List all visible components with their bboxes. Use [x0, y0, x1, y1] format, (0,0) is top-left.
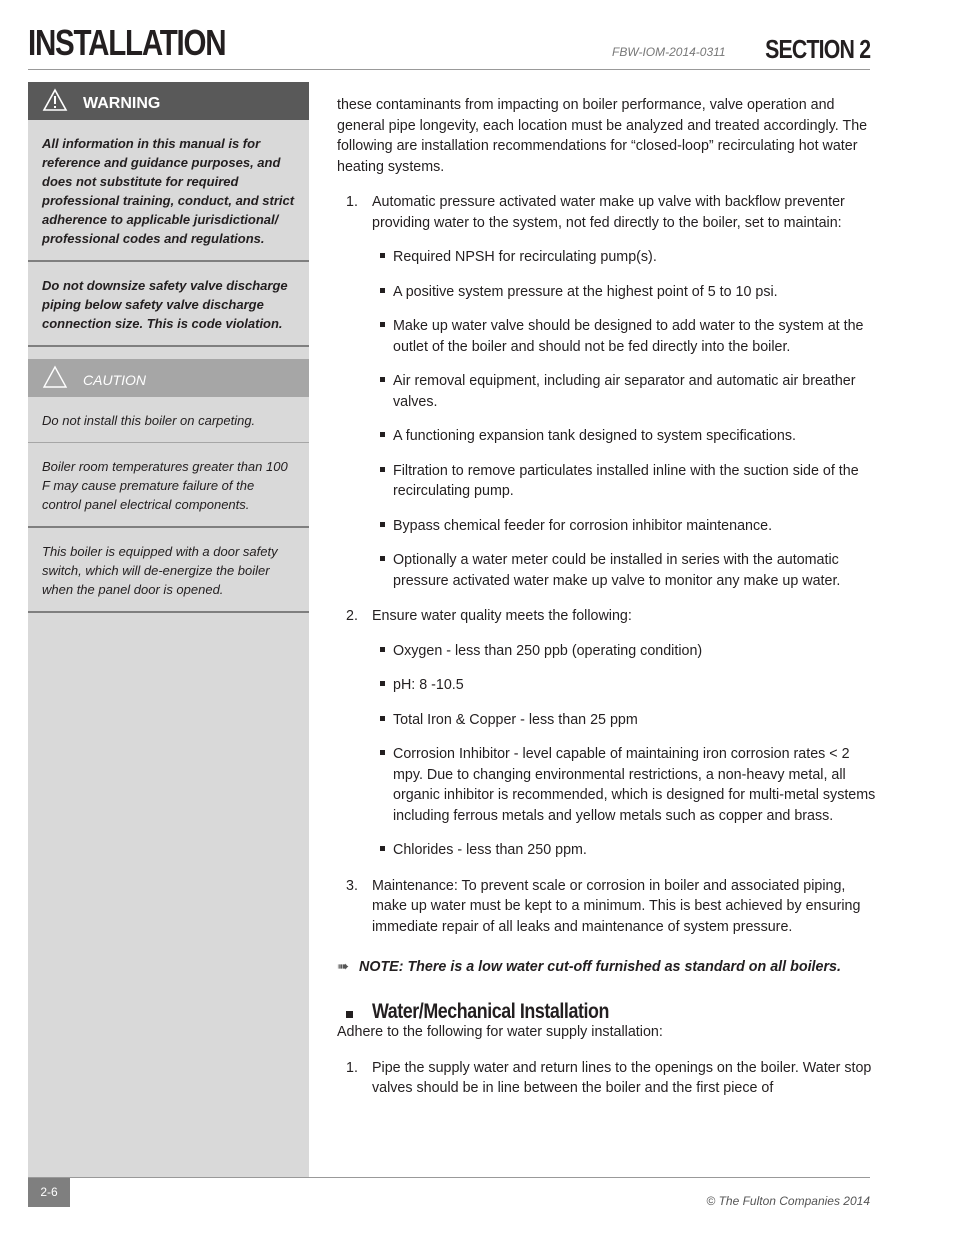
bullet-item	[337, 247, 877, 268]
warning-text-1: All information in this manual is for reference and guidance purposes, and does not substitute for required professional training, conduct, and strict adherence to applicable jurisdictional/ professional codes and regulations.	[28, 120, 309, 262]
list-number: 3.	[346, 877, 358, 894]
caution-triangle-icon	[42, 365, 68, 389]
warning-triangle-icon	[42, 88, 68, 112]
list-item	[337, 192, 877, 233]
caution-text-1: Do not install this boiler on carpeting.	[28, 397, 309, 443]
list-item	[337, 876, 877, 938]
list-text: Maintenance: To prevent scale or corrosion in boiler and associated piping, make up water must be kept to a minimum. This is best achieved by ensuring immediate repair of all leaks and maintenance of system pressure.	[372, 877, 861, 935]
page-number: 2-6	[28, 1178, 70, 1207]
list-text: Ensure water quality meets the following:	[372, 608, 632, 624]
intro-paragraph: these contaminants from impacting on boiler performance, valve operation and general pipe longevity, each location must be analyzed and treated accordingly. The following are installation recommendations for “closed-loop” recirculating hot water heating systems.	[337, 97, 868, 175]
document-code: FBW-IOM-2014-0311	[612, 45, 726, 59]
bullet-text: Chlorides - less than 250 ppm.	[393, 842, 587, 858]
note-text: NOTE: There is a low water cut-off furnished as standard on all boilers.	[359, 959, 841, 975]
bullet-item	[337, 550, 877, 591]
list-text: Pipe the supply water and return lines to the openings on the boiler. Water stop valves should be in line between the boiler and the first piece of	[372, 1059, 872, 1096]
bullet-item	[337, 461, 877, 502]
bullet-item	[337, 282, 877, 303]
bullet-item	[337, 710, 877, 731]
list-item	[337, 606, 877, 627]
bullet-text: Bypass chemical feeder for corrosion inhibitor maintenance.	[393, 517, 773, 534]
arrow-right-icon: ➠	[337, 959, 349, 975]
bullet-text: Oxygen - less than 250 ppb (operating condition)	[393, 642, 703, 659]
bullet-item	[337, 316, 877, 357]
bullet-text: Make up water valve should be designed to add water to the system at the outlet of the boiler and should not be fed directly into the boiler.	[393, 318, 864, 355]
caution-text-2: Boiler room temperatures greater than 100 F may cause premature failure of the control panel electrical components.	[28, 443, 309, 528]
adhere-paragraph: Adhere to the following for water supply installation:	[337, 1024, 663, 1040]
note	[337, 957, 877, 978]
warning-label: WARNING	[83, 95, 161, 112]
bullet-item	[337, 516, 877, 537]
section-label: SECTION 2	[764, 34, 870, 64]
bullet-item	[337, 371, 877, 412]
caution-header	[28, 359, 309, 397]
bullet-text: Optionally a water meter could be installed in series with the automatic pressure activated water make up valve to monitor any make up water.	[393, 552, 841, 589]
list-number: 1.	[346, 1059, 358, 1076]
footer-divider	[28, 1177, 870, 1178]
list-item	[337, 1058, 877, 1099]
bullet-item	[337, 744, 877, 826]
sidebar-gap	[28, 347, 309, 359]
bullet-text: pH: 8 -10.5	[393, 677, 464, 693]
warning-header	[28, 82, 309, 120]
bullet-item	[337, 675, 877, 696]
subheading	[337, 999, 877, 1023]
bullet-text: Total Iron & Copper - less than 25 ppm	[393, 711, 638, 728]
subheading-text: Water/Mechanical Installation	[372, 999, 609, 1023]
bullet-text: Air removal equipment, including air separator and automatic air breather valves.	[393, 373, 856, 410]
list-number: 2.	[346, 608, 358, 624]
header-divider	[28, 69, 870, 70]
bullet-icon	[346, 1011, 353, 1018]
list-text: Automatic pressure activated water make up valve with backflow preventer providing water to the system, not fed directly to the boiler, set to maintain:	[372, 194, 845, 231]
copyright: © The Fulton Companies 2014	[706, 1194, 870, 1208]
bullet-item	[337, 426, 877, 447]
bullet-text: Corrosion Inhibitor - level capable of maintaining iron corrosion rates < 2 mpy. Due to changing environmental restrictions, a non-heavy metal, all organic inhibitor is recommended, which is designed for multi-metal systems including ferrous metals and yellow metals such as copper and brass.	[393, 746, 876, 824]
page-title: INSTALLATION	[28, 22, 226, 63]
bullet-text: A positive system pressure at the highest point of 5 to 10 psi.	[393, 283, 778, 300]
bullet-item	[337, 641, 877, 662]
bullet-item	[337, 840, 877, 861]
sidebar	[28, 82, 309, 1178]
main-content	[337, 95, 877, 1099]
bullet-text: Required NPSH for recirculating pump(s).	[393, 249, 657, 265]
bullet-text: Filtration to remove particulates installed inline with the suction side of the recirculating pump.	[393, 462, 859, 499]
caution-text-3: This boiler is equipped with a door safety switch, which will de-energize the boiler when the panel door is opened.	[28, 528, 309, 613]
caution-label: CAUTION	[83, 372, 146, 388]
warning-text-2: Do not downsize safety valve discharge piping below safety valve discharge connection size. This is code violation.	[28, 262, 309, 347]
bullet-text: A functioning expansion tank designed to system specifications.	[393, 428, 796, 444]
list-number: 1.	[346, 194, 358, 210]
